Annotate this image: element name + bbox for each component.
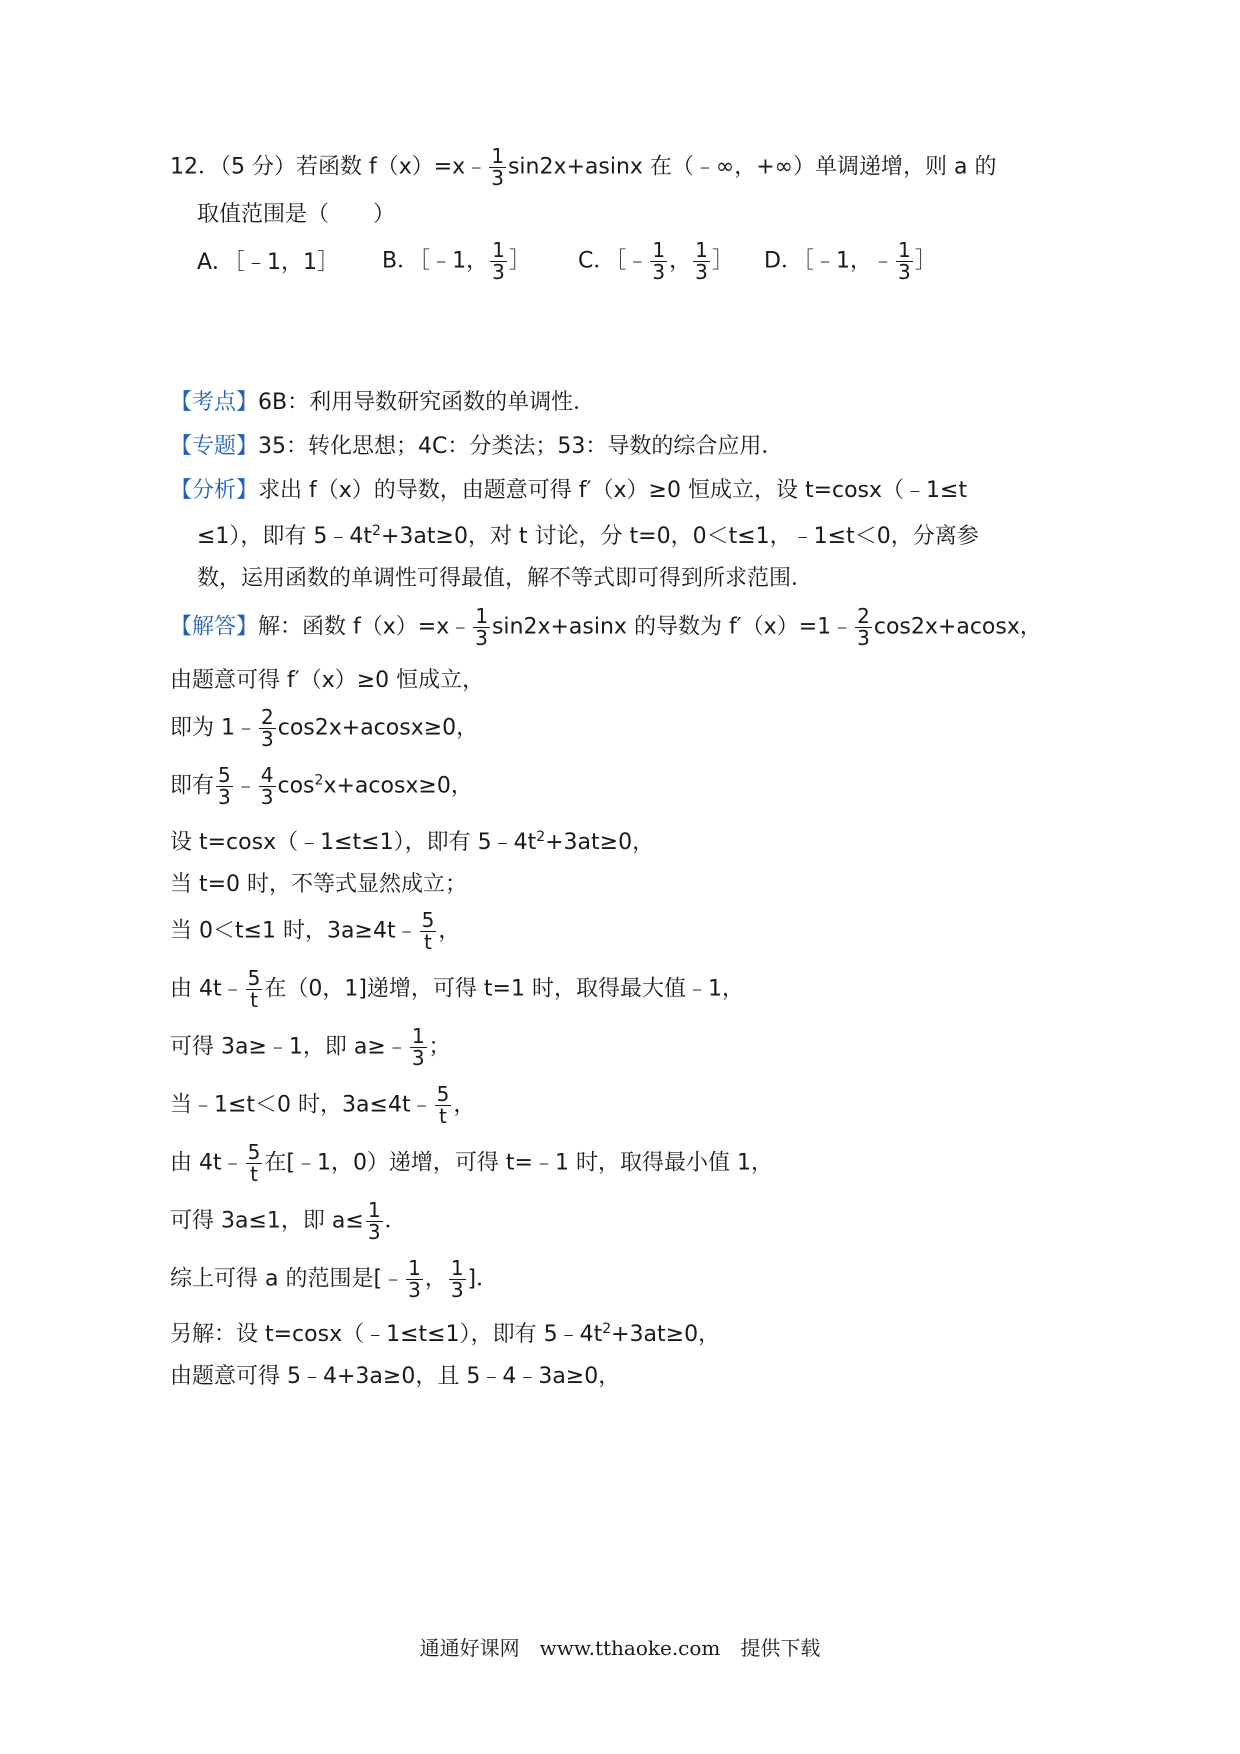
jieda-line-13: 综上可得 a 的范围是[﹣ $\frac{1}{3}$ ， $\frac{1}{3}$ ]． [170, 1256, 499, 1302]
kaodian-line: 【考点】6B：利用导数研究函数的单调性． [170, 390, 596, 415]
question-number-text: 12．（5 分）若函数 f（x）=x﹣ [170, 154, 488, 180]
jieda-line-5: 设 t=cosx（﹣1≤t≤1），即有 $5﹣4t^2+3at\ge 0$， [170, 829, 655, 855]
jieda-line-2: 由题意可得 f′（x）≥0 恒成立， [170, 668, 485, 693]
kaodian-tag: 【考点】 [170, 390, 259, 415]
jieda-line-12: 可得 3a≤1，即 a≤ $\frac{1}{3}$ ． [170, 1198, 407, 1244]
jieda-tag: 【解答】 [170, 614, 259, 640]
option-a: A．［﹣1，1］ [197, 250, 340, 275]
option-c: C．［﹣ $\frac{1}{3}$ ， $\frac{1}{3}$ ］ [578, 238, 734, 284]
question-line-2: 取值范围是（ ） [197, 202, 396, 227]
fraction: $\frac{1}{3}$ [491, 144, 504, 190]
fenxi-tag: 【分析】 [170, 478, 259, 503]
jieda-line-9: 可得 3a≥﹣1，即 a≥﹣ $\frac{1}{3}$ ； [170, 1024, 451, 1070]
jieda-line-8: 由 4t﹣ $\frac{5}{t}$ 在（0，1]递增，可得 t=1 时，取得最大值﹣1， [170, 966, 744, 1012]
option-b: B．［﹣1， $\frac{1}{3}$ ］ [382, 238, 531, 284]
zhuanti-tag: 【专题】 [170, 434, 259, 459]
jieda-line-7: 当 0＜t≤1 时，3a≥4t﹣ $\frac{5}{t}$ ， [170, 908, 461, 954]
fenxi-line-3: 数，运用函数的单调性可得最值，解不等式即可得到所求范围． [197, 566, 814, 591]
jieda-line-1: 【解答】解：函数 f（x）=x﹣ $\frac{1}{3}$ sin2x+asinx 的导数为 f′（x）=1﹣ $\frac{2}{3}$ cos2x+acosx， [170, 604, 1042, 650]
question-line-1 [170, 146, 996, 189]
jieda-line-14: 另解：设 t=cosx（﹣1≤t≤1），即有 $5﹣4t^2+3at\ge 0$， [170, 1321, 721, 1347]
jieda-line-6: 当 t=0 时，不等式显然成立； [170, 872, 468, 897]
jieda-line-15: 由题意可得 5﹣4+3a≥0，且 5﹣4﹣3a≥0， [170, 1364, 621, 1389]
fenxi-line-1: 【分析】求出 f（x）的导数，由题意可得 f′（x）≥0 恒成立，设 t=cosx（﹣1≤t [170, 478, 968, 503]
page-footer: 通通好课网 www.tthaoke.com 提供下载 [419, 1636, 821, 1660]
fenxi-line-2: ≤1），即有 $5﹣4t^2+3at\ge 0$，对 t 讨论，分 t=0，0＜t≤1，﹣1≤t＜0，分离参 [197, 523, 979, 549]
jieda-line-4: 即有 $\frac{5}{3}$ ﹣ $\frac{4}{3}$ $\cos^2x+acosx\ge 0$， [170, 763, 473, 809]
jieda-line-10: 当﹣1≤t＜0 时，3a≤4t﹣ $\frac{5}{t}$ ， [170, 1082, 476, 1128]
zhuanti-line: 【专题】35：转化思想；4C：分类法；53：导数的综合应用． [170, 434, 784, 459]
jieda-line-11: 由 4t﹣ $\frac{5}{t}$ 在[﹣1，0）递增，可得 t=﹣1 时，取得最小值 1， [170, 1140, 773, 1186]
question-text: sin2x+asinx 在（﹣∞，+∞）单调递增，则 a 的 [507, 154, 997, 180]
jieda-line-3: 即为 1﹣ $\frac{2}{3}$ cos2x+acosx≥0， [170, 705, 479, 751]
option-d: D．［﹣1，﹣ $\frac{1}{3}$ ］ [764, 238, 937, 284]
